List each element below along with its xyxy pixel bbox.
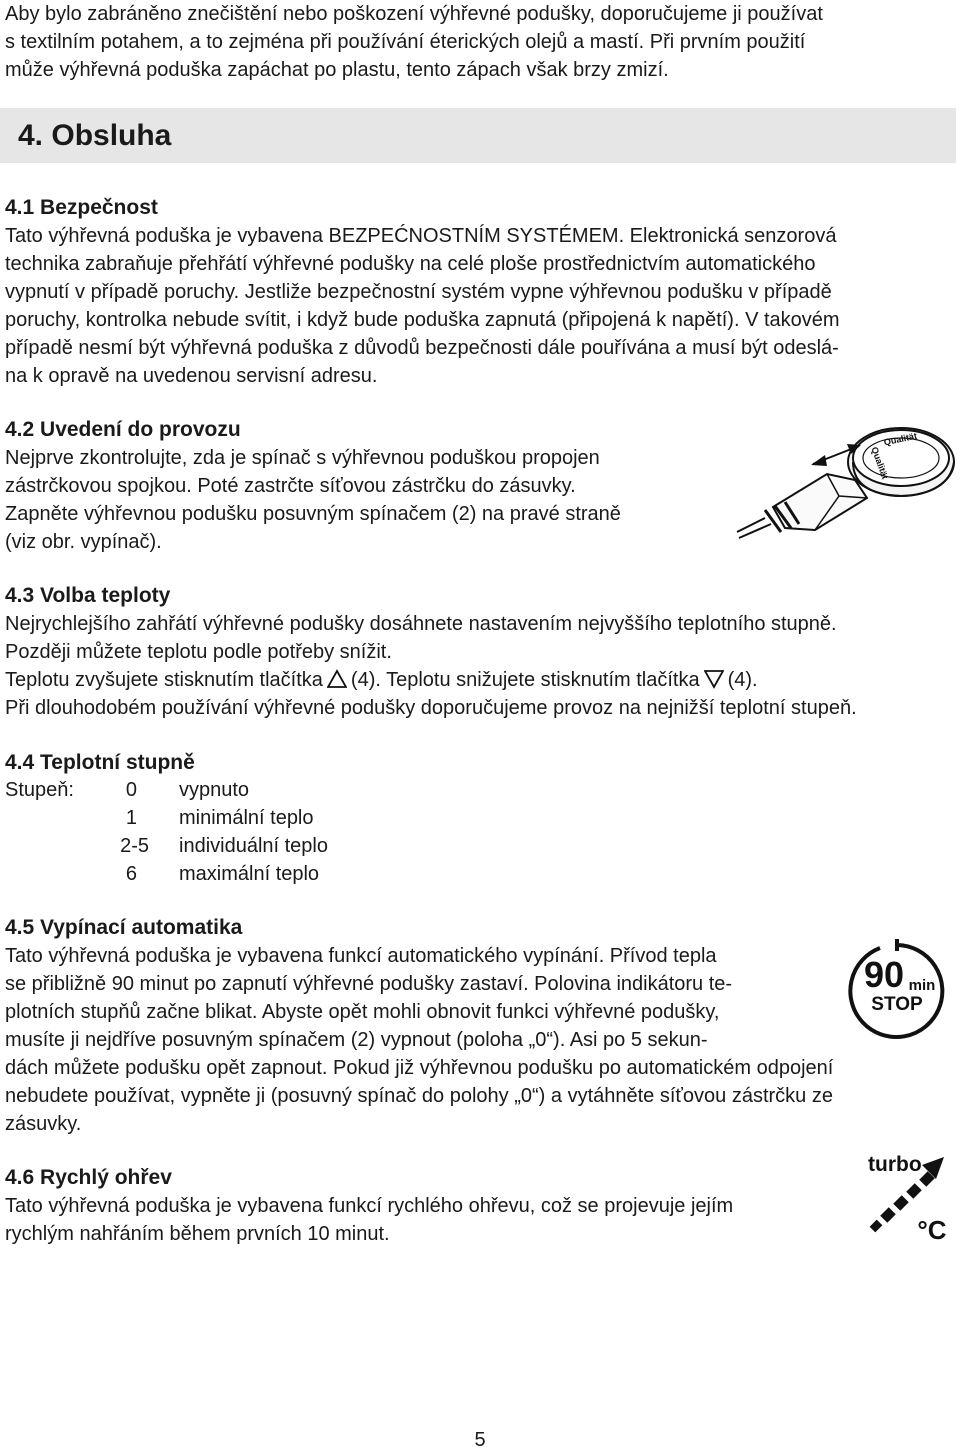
text-line: Při dlouhodobém používání výhřevné podušky doporučujeme provoz na nejnižší teplotní stupeň.: [5, 697, 857, 719]
paragraph-4-1: [5, 222, 840, 390]
text-line: Tato výhřevná poduška je vybavena funkcí automatického vypínání. Přívod tepla: [5, 945, 717, 967]
text-line: může výhřevná poduška zapáchat po plastu, tento zápach však brzy zmizí.: [5, 59, 669, 81]
paragraph-4-2: [5, 444, 621, 556]
level-number: 6: [125, 863, 137, 885]
text-fragment: (4). Teplotu snižujete stisknutím tlačítka: [350, 669, 700, 691]
text-line: se přibližně 90 minut po zapnutí výhřevné podušky zastaví. Polovina indikátoru te-: [5, 973, 733, 995]
level-description: minimální teplo: [179, 807, 314, 829]
text-line: na k opravě na uvedenou servisní adresu.: [5, 365, 378, 387]
intro-paragraph: [5, 0, 823, 84]
svg-text:Qualität: Qualität: [869, 445, 891, 481]
text-line: technika zabraňuje přehřátí výhřevné podušky na celé ploše prostřednictvím automatického: [5, 253, 816, 275]
text-line: Nejrychlejšího zahřátí výhřevné podušky dosáhnete nastavením nejvyššího teplotního stupně.: [5, 613, 837, 635]
plug-connector-icon: [735, 412, 957, 547]
text-line: Zapněte výhřevnou podušku posuvným spínačem (2) na pravé straně: [5, 503, 621, 525]
heading-4-2: 4.2 Uvedení do provozu: [5, 418, 241, 441]
text-line: Později můžete teplotu podle potřeby snížit.: [5, 641, 392, 663]
heading-4-5: 4.5 Vypínací automatika: [5, 916, 243, 939]
svg-text:turbo: turbo: [868, 1153, 922, 1176]
svg-text:90: 90: [863, 954, 905, 995]
level-number: 1: [125, 807, 137, 829]
text-fragment: (4).: [727, 669, 758, 691]
text-line: zástrčkovou spojkou. Poté zastrčte síťovou zástrčku do zásuvky.: [5, 475, 576, 497]
text-line: s textilním potahem, a to zejména při používání éterických olejů a mastí. Při prvním použití: [5, 31, 806, 53]
text-line: Tato výhřevná poduška je vybavena funkcí rychlého ohřevu, což se projevuje jejím: [5, 1195, 734, 1217]
heading-4-6: 4.6 Rychlý ohřev: [5, 1166, 172, 1189]
heading-4-3: 4.3 Volba teploty: [5, 584, 171, 607]
text-line: plotních stupňů začne blikat. Abyste opět mohli obnovit funkci výhřevné podušky,: [5, 1001, 720, 1023]
text-line: Tato výhřevná poduška je vybavena BEZPEĆNOSTNÍM SYSTÉMEM. Elektronická senzorová: [5, 225, 837, 247]
section-header: [0, 108, 956, 163]
text-line: nebudete používat, vypněte ji (posuvný spínač do polohy „0“) a vytáhněte síťovou zástrčku ze: [5, 1085, 833, 1107]
paragraph-4-6: [5, 1192, 733, 1248]
turbo-heat-icon: [862, 1145, 958, 1248]
heading-4-4: 4.4 Teplotní stupně: [5, 751, 195, 774]
level-description: maximální teplo: [179, 863, 320, 885]
svg-text:STOP: STOP: [871, 994, 923, 1015]
triangle-up-icon: [327, 669, 347, 689]
level-description: vypnuto: [179, 779, 250, 801]
level-description: individuální teplo: [179, 835, 328, 857]
level-number: 2-5: [120, 835, 149, 857]
text-line-buttons: [5, 666, 857, 694]
svg-text:Qualität: Qualität: [882, 430, 918, 448]
text-line: (viz obr. vypínač).: [5, 531, 162, 553]
text-fragment: Teplotu zvyšujete stisknutím tlačítka: [5, 669, 323, 691]
text-line: poruchy, kontrolka nebude svítit, i když bude poduška zapnutá (připojená k napětí). V takovém: [5, 309, 840, 331]
text-line: vypnutí v případě poruchy. Jestliže bezpečnostní systém vypne výhřevnou podušku v případě: [5, 281, 832, 303]
svg-text:°C: °C: [917, 1215, 947, 1245]
text-line: případě nesmí být výhřevná poduška z důvodů bezpečnosti dále pouřívána a musí být odeslá-: [5, 337, 839, 359]
text-line: dách můžete podušku opět zapnout. Pokud již výhřevnou podušku po automatickém odpojení: [5, 1057, 834, 1079]
heading-4-1: 4.1 Bezpečnost: [5, 196, 158, 219]
paragraph-4-3: [5, 610, 857, 722]
section-title: 4. Obsluha: [18, 119, 172, 152]
text-line: zásuvky.: [5, 1113, 82, 1135]
triangle-down-icon: [704, 669, 724, 689]
paragraph-4-5: [5, 942, 833, 1138]
level-number: 0: [125, 779, 137, 801]
text-line: Aby bylo zabráněno znečištění nebo poškození výhřevné podušky, doporučujeme ji používat: [5, 3, 823, 25]
timer-90-min-stop-icon: [840, 935, 955, 1040]
table-label: Stupeň:: [5, 779, 74, 801]
svg-text:min: min: [908, 977, 936, 994]
text-line: Nejprve zkontrolujte, zda je spínač s výhřevnou poduškou propojen: [5, 447, 600, 469]
text-line: rychlým nahřáním během prvních 10 minut.: [5, 1223, 390, 1245]
text-line: musíte ji nejdříve posuvným spínačem (2) vypnout (poloha „0“). Asi po 5 sekun-: [5, 1029, 708, 1051]
page-number: 5: [474, 1429, 486, 1451]
